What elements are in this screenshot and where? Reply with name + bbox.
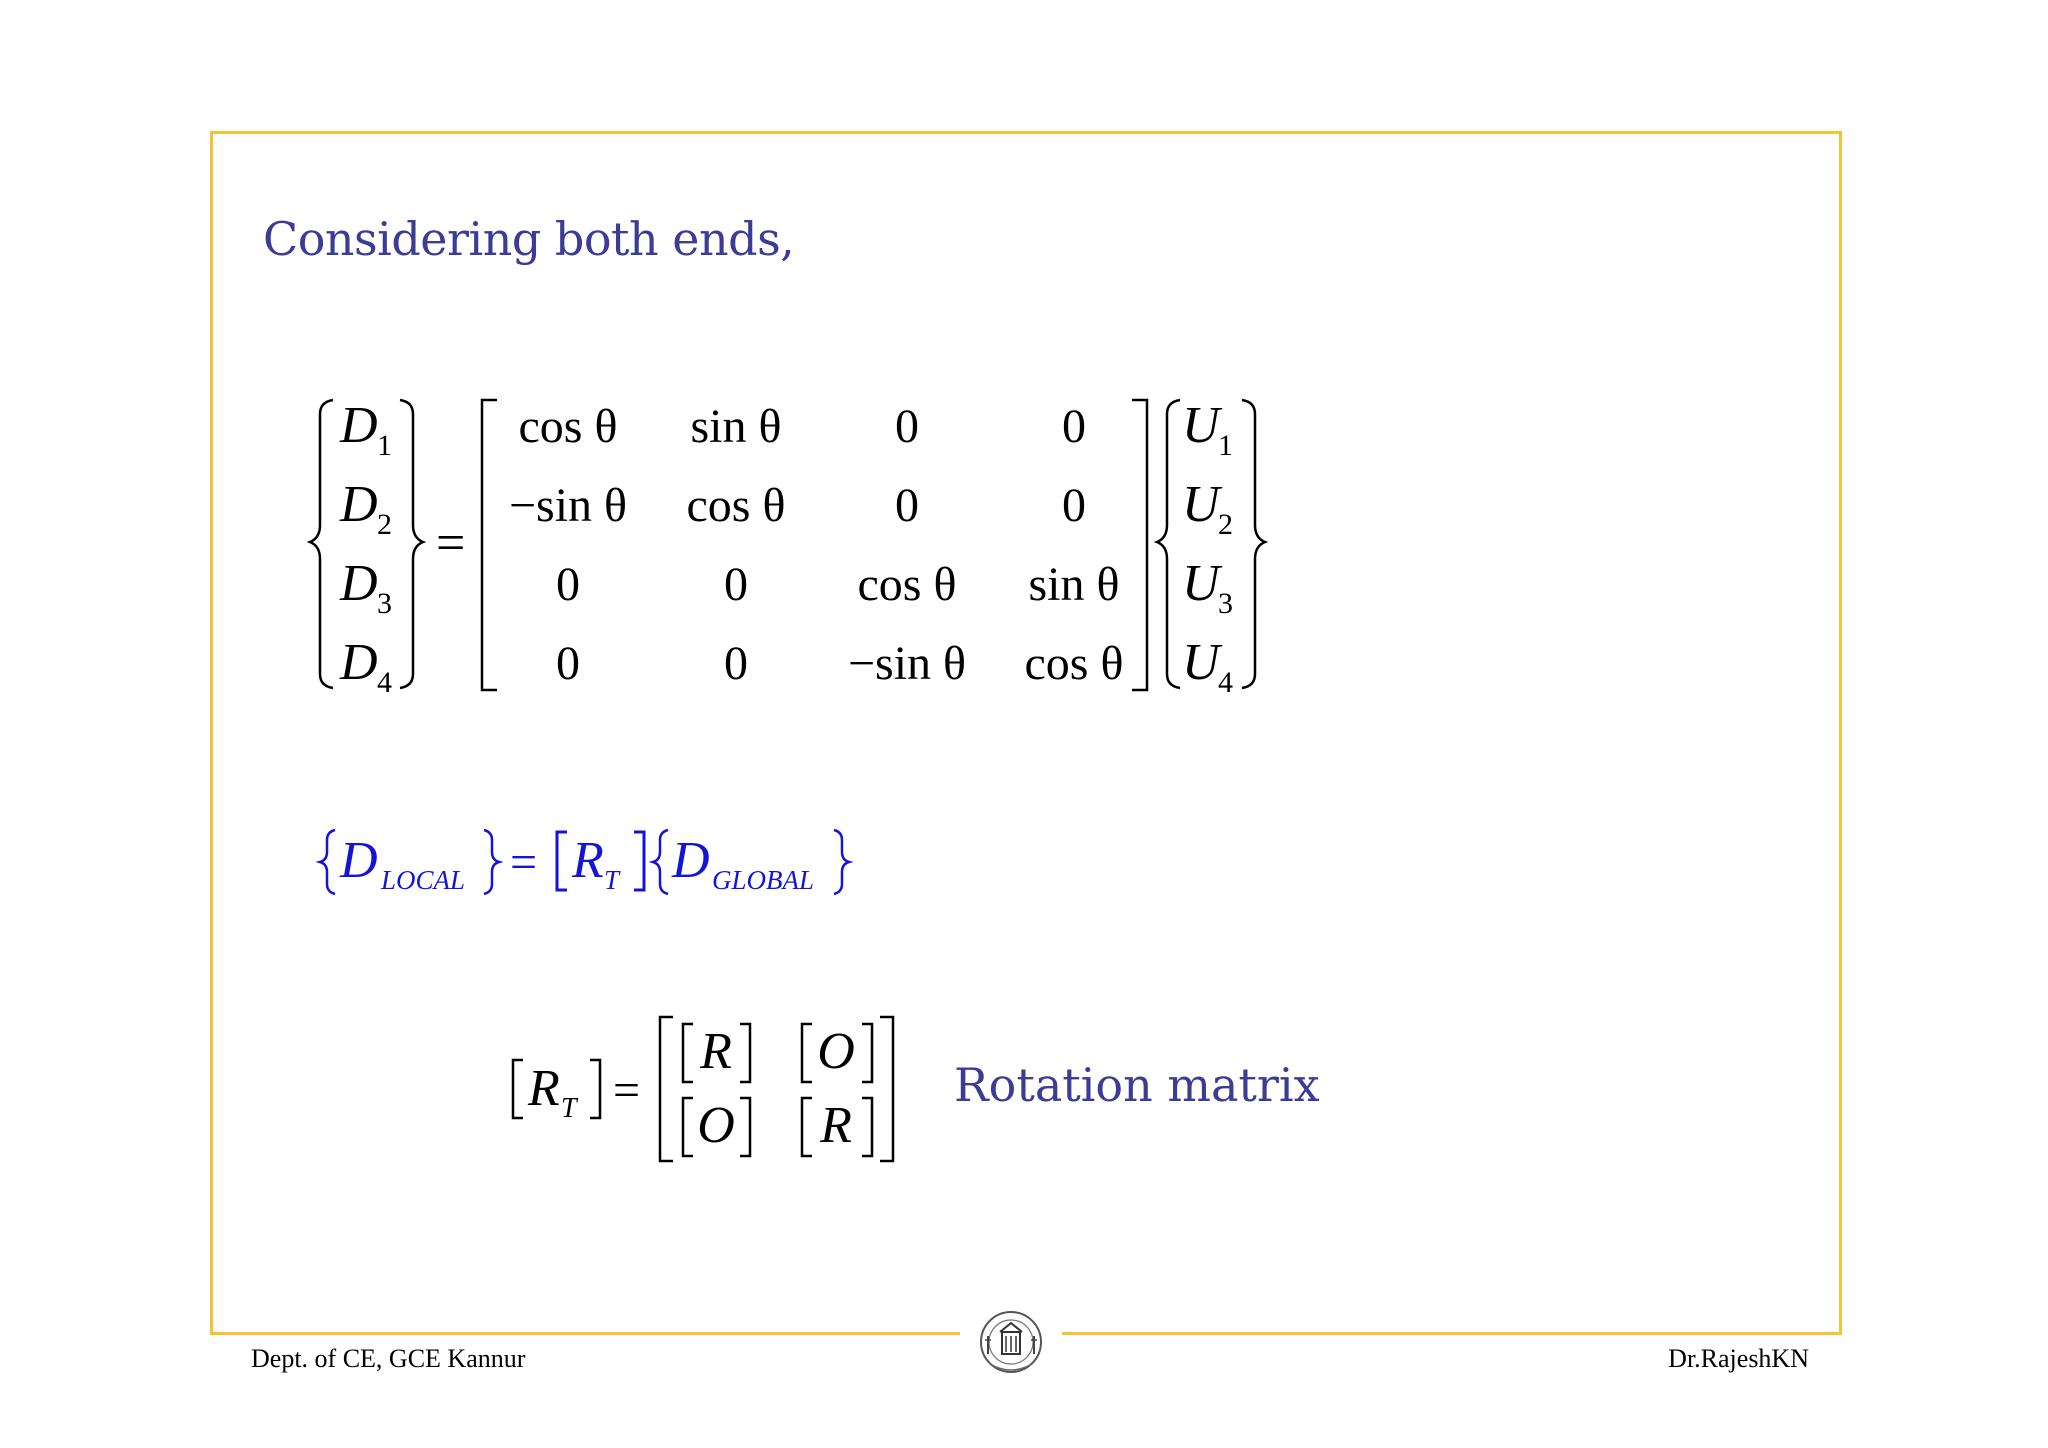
rhs-right-brace <box>1242 400 1265 688</box>
rt-right-bracket <box>634 832 644 890</box>
matrix-cell-r2c2: cos θ <box>686 479 786 532</box>
rt-symbol: R <box>572 832 604 889</box>
footer-author: Dr.RajeshKN <box>1668 1344 1809 1373</box>
matrix-left-bracket <box>482 400 497 690</box>
block-matrix-right-bracket <box>880 1017 893 1161</box>
rt-subscript: T <box>604 865 620 895</box>
block-r22: R <box>820 1097 852 1154</box>
d-global-subscript: GLOBAL <box>712 865 815 895</box>
block-r11-right-bracket <box>740 1024 750 1082</box>
rt-def-left-bracket <box>513 1060 523 1118</box>
matrix-cell-r2c3: 0 <box>895 479 919 532</box>
matrix-cell-r4c2: 0 <box>724 637 748 690</box>
rhs-u2: U <box>1182 476 1220 533</box>
d-local-subscript: LOCAL <box>381 865 466 895</box>
rhs-u2-sub: 2 <box>1218 508 1233 541</box>
local-left-brace <box>320 830 335 894</box>
rhs-u1-sub: 1 <box>1218 429 1233 462</box>
block-o21: O <box>697 1097 735 1154</box>
d-global-symbol: D <box>672 832 710 889</box>
rt-def-symbol: R <box>528 1060 560 1117</box>
lhs-d4-sub: 4 <box>377 666 392 699</box>
block-r22-right-bracket <box>862 1098 872 1156</box>
matrix-cell-r2c1: −sin θ <box>508 479 628 532</box>
matrix-cell-r2c4: 0 <box>1062 479 1086 532</box>
rt-def-right-bracket <box>590 1060 600 1118</box>
lhs-d2-sub: 2 <box>377 508 392 541</box>
rhs-u4-sub: 4 <box>1218 666 1233 699</box>
matrix-cell-r1c3: 0 <box>895 400 919 453</box>
d-local-symbol: D <box>340 832 378 889</box>
footer-department: Dept. of CE, GCE Kannur <box>251 1344 526 1373</box>
rhs-u4: U <box>1182 634 1220 691</box>
transformation-equation <box>310 397 1265 699</box>
matrix-cell-r1c1: cos θ <box>518 400 618 453</box>
global-left-brace <box>653 830 668 894</box>
matrix-cell-r1c4: 0 <box>1062 400 1086 453</box>
matrix-cell-r3c4: sin θ <box>1028 558 1120 611</box>
slide-heading: Considering both ends, <box>263 212 795 266</box>
block-o12-right-bracket <box>862 1024 872 1082</box>
matrix-cell-r1c2: sin θ <box>690 400 782 453</box>
matrix-right-bracket <box>1132 400 1147 690</box>
lhs-d2: D <box>340 476 378 533</box>
lhs-d3: D <box>340 555 378 612</box>
rt-left-bracket <box>557 832 567 890</box>
block-matrix-left-bracket <box>660 1017 673 1161</box>
rhs-u3: U <box>1182 555 1220 612</box>
block-o12: O <box>817 1023 855 1080</box>
local-right-brace <box>484 830 499 894</box>
matrix-cell-r3c3: cos θ <box>857 558 957 611</box>
local-global-equation <box>320 830 849 895</box>
college-emblem-icon <box>976 1306 1046 1382</box>
block-o21-left-bracket <box>683 1098 693 1156</box>
rotation-matrix-label: Rotation matrix <box>954 1058 1320 1112</box>
lhs-right-brace <box>400 400 423 688</box>
rhs-left-brace <box>1157 400 1180 688</box>
block-o21-right-bracket <box>740 1098 750 1156</box>
global-right-brace <box>834 830 849 894</box>
lhs-d4: D <box>340 634 378 691</box>
matrix-cell-r3c1: 0 <box>556 558 580 611</box>
lhs-d1: D <box>340 397 378 454</box>
equals-sign-3: = <box>613 1064 641 1117</box>
block-o12-left-bracket <box>802 1024 812 1082</box>
rhs-u3-sub: 3 <box>1218 587 1233 620</box>
rt-def-subscript: T <box>561 1093 577 1124</box>
lhs-d3-sub: 3 <box>377 587 392 620</box>
matrix-cell-r4c1: 0 <box>556 637 580 690</box>
block-r11: R <box>700 1023 732 1080</box>
matrix-cell-r4c4: cos θ <box>1024 637 1124 690</box>
equals-sign-1: = <box>436 515 466 572</box>
equals-sign-2: = <box>510 836 538 889</box>
matrix-cell-r4c3: −sin θ <box>847 637 967 690</box>
matrix-cell-r3c2: 0 <box>724 558 748 611</box>
rotation-matrix-equation <box>513 1017 893 1161</box>
block-r11-left-bracket <box>683 1024 693 1082</box>
block-r22-left-bracket <box>802 1098 812 1156</box>
lhs-left-brace <box>310 400 333 688</box>
lhs-d1-sub: 1 <box>377 429 392 462</box>
rhs-u1: U <box>1182 397 1220 454</box>
